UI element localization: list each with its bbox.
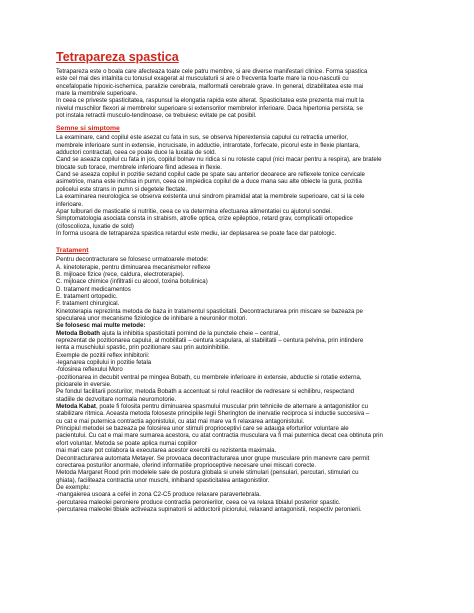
paragraph-line: -pozitionarea in decubit ventral pe mingea Bobath, cu membrele inferioare in extensie, abductie si rotatie externa, xyxy=(56,373,362,381)
paragraph-line: lenta a muschiului spastic, prin pozitionare sau prin autoinhibitie. xyxy=(56,344,230,352)
paragraph-line: membrele inferioare sunt in extensie, incrucisate, in adductie, intrarotate, forfecate, picorul este in flexie plantara, xyxy=(56,141,360,149)
paragraph-line: stadiile de dezvoltare normala neuromotorie. xyxy=(56,395,177,403)
paragraph-line: De exemplu: xyxy=(56,483,91,491)
paragraph-line: Decontracturarea automata Metayer. Se provoaca decontracturarea unor grupe musculare prin manevre care permit xyxy=(56,454,370,462)
paragraph-line: E. tratament ortopedic. xyxy=(56,292,118,300)
paragraph-line: B. mijloace fizice (rece, caldura, electroterapie). xyxy=(56,270,185,278)
paragraph-line: -mangaierea usoara a cefei in zona C2-C5 produce relaxare paravertebrala. xyxy=(56,491,261,499)
paragraph-line: F. tratament chirurgical. xyxy=(56,300,120,308)
document-title: Tetrapareza spastica xyxy=(56,50,179,64)
paragraph-line: Pentru decontracturare se folosesc urmatoarele metode: xyxy=(56,256,209,264)
paragraph-line: Tetrapareza este o boala care afecteaza toate cele patru membre, si are diverse manifestari clinice. Forma spastica xyxy=(56,68,368,75)
paragraph-line: reprezentat de pozitionarea capului, al mobilitatii – centura scapulara, al stabilitatii – centura pelvina, prin intindere xyxy=(56,337,364,344)
paragraph-line: Pe fondul facilitarii posturilor, metoda Bobath a accentuat si rolul reactiilor de redresare si echilibru, respectand xyxy=(56,388,355,396)
paragraph-line: Exemple de pozitii reflex inhibitorii: xyxy=(56,351,150,359)
paragraph-line: inferioare. xyxy=(56,200,84,208)
paragraph-line: mare la membrele superioare. xyxy=(56,90,138,98)
paragraph-line: ghiata), faciliteaza contractia unor muschi, inhiband spasticitatea antagonistilor. xyxy=(56,476,270,484)
paragraph-line: La examinarea neurologica se observa existenta unui sindrom piramidal atat la membrele superioare, cat si la cele xyxy=(56,193,365,201)
paragraph-line: blocate sub torace, membrele inferioare fiind adesea in flexie. xyxy=(56,163,222,171)
paragraph-line: este cel mai des intalnita cu tonusul exagerat al musculaturii si are o frecventa foarte mare la nou-nascutii cu xyxy=(56,75,349,83)
paragraph-line: cu cat e mai puternica contractia agonistului, cu atat mai mare va fi relaxarea antagonistului. xyxy=(56,417,305,425)
paragraph-line: Cand se aseaza copilul cu fata in jos, copilul bolnav nu ridica si nu roteste capul (nici macar pentru a respira), are bratele xyxy=(56,156,382,164)
paragraph-line: picioarele in eversie. xyxy=(56,381,112,389)
paragraph-line: adductori contractati, ceea ce poate duce la luxatia de sold. xyxy=(56,149,217,157)
paragraph-line: -percutarea maleolei tibiale activeaza supinatorii si adductorii piciorului, relaxand antagonistii, respectiv peronierii. xyxy=(56,505,362,513)
paragraph-line: asimetrice, mana este inchisa in pumn, ceea ce impiedica copilul de a duce mana sau alte obiecte la gura, pozitia xyxy=(56,178,362,186)
paragraph-line: In forma usoara de tetrapareza spastica retardul este mediu, iar deplasarea se poate face dar patologic. xyxy=(56,229,337,237)
intro-block xyxy=(56,68,424,119)
paragraph-line: policelui este strans in pumn si degetele flectate. xyxy=(56,185,188,193)
paragraph-line: mai mari care pot colabora la executarea acestor exercitii cu rezistenta maximala. xyxy=(56,447,277,455)
paragraph-line: specularea unor mecanisme fiziologice de inhibare a neuronilor motori. xyxy=(56,314,248,322)
paragraph-line: -folosirea reflexului Moro xyxy=(56,366,123,374)
paragraph-line: -percutarea maleolei peroniere produce contractia peronierilor, ceea ce va relaxa tibialul posterior spastic. xyxy=(56,498,341,506)
symptoms-block xyxy=(56,134,424,237)
paragraph-line: La examinare, cand copilul este asezat cu fata in sus, se observa hiperextensia capului cu retractia umerilor, xyxy=(56,134,348,142)
paragraph-line: efort voluntar. Metoda se poate aplica numai copiilor xyxy=(56,439,197,447)
paragraph-line: (cifoscolioza, luxatie de sold) xyxy=(56,222,134,230)
paragraph-line: Kinetoterapia reprezinta metoda de baza in tratamentul spasticitatii. Decontracturarea prin miscare se bazeaza pe xyxy=(56,307,363,315)
paragraph-line: C. mijloace chimice (infiltratii cu alcool, toxina botulinica) xyxy=(56,278,208,286)
paragraph-line: pacientului. Cu cat e mai mare sumarea acestora, cu atat contractia musculara va fi mai puternica decat cea obtinuta prin xyxy=(56,432,383,440)
paragraph-line: corectarea posturilor anormale, oferind informatiile proprioceptive necesare unei miscari corecte. xyxy=(56,461,317,469)
paragraph-line: Apar tulburari de masticatie si nutritie, ceea ce va determina efectuarea alimentatiei cu ajutorul sondei. xyxy=(56,207,333,215)
paragraph-line: encefalopatie hipoxic-ischemica, paralizie cerebrala, malformatii cerebrale grave. In general, dizabilitatea este mai xyxy=(56,82,364,90)
paragraph-line: -leganarea copilului in pozitie fetala xyxy=(56,359,152,367)
treatment-block xyxy=(56,256,424,513)
paragraph-line: Simptomatologia asociata consta in strabism, atrofie optica, crize epileptice, retard grav, complicatii ortopedice xyxy=(56,215,353,223)
paragraph-line: Cand se aseaza copilul in pozitie sezand copilul cade pe spate sau anterior deoarece are reflexele tonice cervicale xyxy=(56,171,365,179)
symptoms-heading: Semne si simptome xyxy=(56,125,120,133)
paragraph-line: A. kinetoterapie, pentru diminuarea mecanismelor reflexe xyxy=(56,263,211,271)
paragraph-line: In ceea ce priveste spasticitatea, raspunsul la elongatia rapida este alterat. Spasticitatea este prezenta mai mult la xyxy=(56,97,364,105)
paragraph-line: Metoda Margaret Rood prin modelele sale de postura globala si unele stimulari (pensulari, percutari, stimulari cu xyxy=(56,469,359,477)
paragraph-line: Principiul metodei se bazeaza pe folosirea unor stimuli proprioceptivi care se adauga eforturilor voluntare ale xyxy=(56,425,349,433)
paragraph-line: Metoda Bobath ajuta la inhibitia spasticitatii pornind de la punctele cheie – central, xyxy=(56,329,280,337)
paragraph-line: pot instala retractii musculo-tendinoase, ce trebuiesc evitate pe cat posibil. xyxy=(56,112,257,120)
treatment-heading: Tratament xyxy=(56,247,89,255)
paragraph-line: Se folosesc mai multe metode: xyxy=(56,322,146,330)
paragraph-line: Metoda Kabat, poate fi folosita pentru diminuarea spasmului muscular prin tehnicile de alternare a antagonistilor cu xyxy=(56,403,368,411)
paragraph-line: stabilizare ritmica. Aceasta metoda foloseste principiile legii Sherington de inervatie reciproca si inductie succesiva – xyxy=(56,410,370,418)
paragraph-line: D. tratament medicamentos xyxy=(56,285,131,293)
paragraph-line: nivelul muschilor flexori ai membrelor superioare si extensorilor membrelor inferioare. Daca hipertonia persista, se xyxy=(56,104,363,112)
